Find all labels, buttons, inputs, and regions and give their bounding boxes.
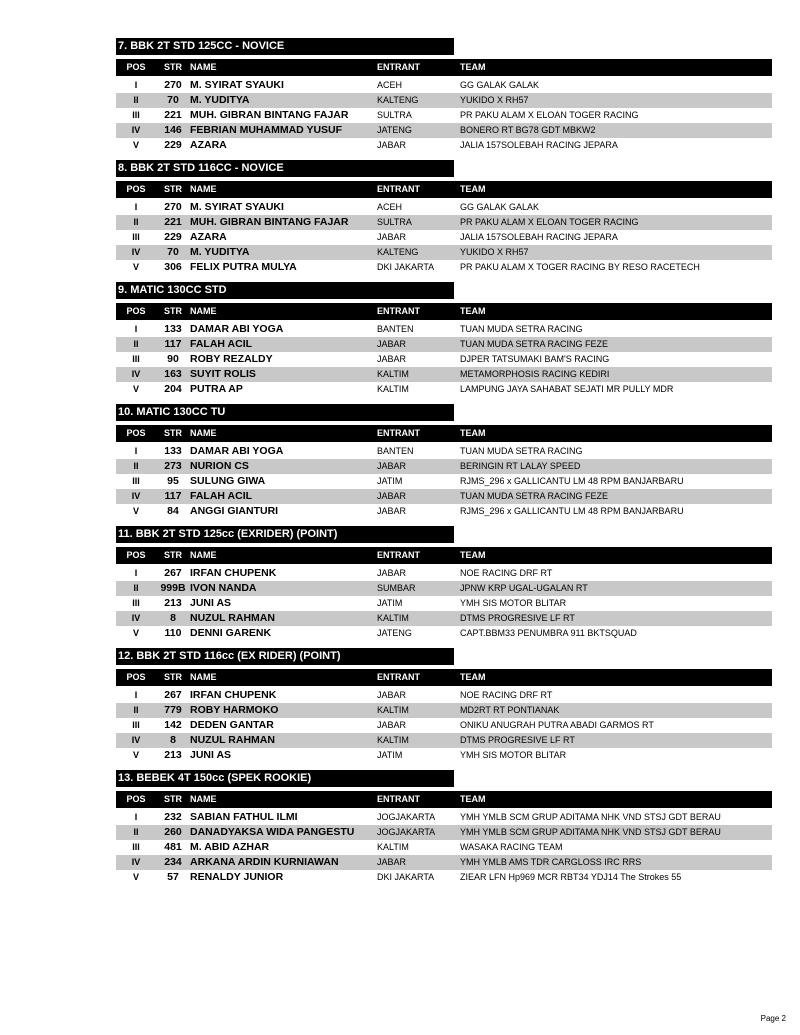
cell-str: 779 <box>164 704 182 716</box>
table-body <box>116 444 772 519</box>
cell-team: YMH YMLB SCM GRUP ADITAMA NHK VND STSJ GDT BERAU <box>460 827 721 837</box>
cell-name: IVON NANDA <box>190 582 257 594</box>
cell-str: 232 <box>164 811 182 823</box>
cell-entrant: JATIM <box>377 476 403 486</box>
table-body <box>116 566 772 641</box>
cell-str: 110 <box>164 627 182 639</box>
cell-name: FEBRIAN MUHAMMAD YUSUF <box>190 124 343 136</box>
table-row <box>116 245 772 260</box>
cell-team: BONERO RT BG78 GDT MBKW2 <box>460 125 596 135</box>
cell-entrant: KALTIM <box>377 735 409 745</box>
cell-pos: II <box>133 705 139 715</box>
cell-str: 234 <box>164 856 182 868</box>
cell-team: ONIKU ANUGRAH PUTRA ABADI GARMOS RT <box>460 720 654 730</box>
cell-str: 229 <box>164 139 182 151</box>
cell-entrant: JATENG <box>377 628 412 638</box>
cell-team: JALIA 157SOLEBAH RACING JEPARA <box>460 140 618 150</box>
cell-team: YMH SIS MOTOR BLITAR <box>460 598 567 608</box>
cell-pos: IV <box>131 613 141 623</box>
cell-str: 229 <box>164 231 182 243</box>
cell-team: GG GALAK GALAK <box>460 80 540 90</box>
cell-name: AZARA <box>190 231 227 243</box>
table-header <box>116 669 772 686</box>
table-row <box>116 504 772 519</box>
cell-pos: III <box>132 232 140 242</box>
header-name: NAME <box>190 306 217 316</box>
cell-str: 70 <box>167 246 179 258</box>
results-section <box>116 770 772 892</box>
cell-pos: III <box>132 720 140 730</box>
results-section <box>116 160 772 282</box>
table-row <box>116 260 772 275</box>
header-str: STR <box>164 306 182 316</box>
cell-entrant: ACEH <box>377 80 403 90</box>
cell-team: RJMS_296 x GALLICANTU LM 48 RPM BANJARBARU <box>460 476 684 486</box>
table-row <box>116 444 772 459</box>
cell-team: DTMS PROGRESIVE LF RT <box>460 613 575 623</box>
cell-str: 221 <box>164 109 182 121</box>
section-title: 10. MATIC 130CC TU <box>116 404 454 421</box>
header-name: NAME <box>190 184 217 194</box>
table-body <box>116 200 772 275</box>
table-row <box>116 215 772 230</box>
cell-team: PR PAKU ALAM X ELOAN TOGER RACING <box>460 110 639 120</box>
cell-team: WASAKA RACING TEAM <box>460 842 563 852</box>
cell-str: 260 <box>164 826 182 838</box>
cell-entrant: JABAR <box>377 506 407 516</box>
header-str: STR <box>164 672 182 682</box>
table-row <box>116 352 772 367</box>
cell-entrant: DKI JAKARTA <box>377 872 435 882</box>
cell-pos: III <box>132 354 140 364</box>
header-team: TEAM <box>460 428 486 438</box>
cell-team: TUAN MUDA SETRA RACING <box>460 324 583 334</box>
cell-name: AZARA <box>190 139 227 151</box>
section-title: 9. MATIC 130CC STD <box>116 282 454 299</box>
cell-team: RJMS_296 x GALLICANTU LM 48 RPM BANJARBARU <box>460 506 684 516</box>
cell-pos: I <box>134 812 138 822</box>
cell-name: M. YUDITYA <box>190 246 250 258</box>
cell-entrant: KALTIM <box>377 705 409 715</box>
section-title: 13. BEBEK 4T 150cc (SPEK ROOKIE) <box>116 770 454 787</box>
header-team: TEAM <box>460 184 486 194</box>
cell-entrant: ACEH <box>377 202 403 212</box>
cell-entrant: KALTENG <box>377 95 419 105</box>
header-pos: POS <box>126 62 146 72</box>
header-entrant: ENTRANT <box>377 184 420 194</box>
cell-str: 146 <box>164 124 182 136</box>
cell-str: 95 <box>167 475 179 487</box>
table-row <box>116 748 772 763</box>
cell-entrant: DKI JAKARTA <box>377 262 435 272</box>
header-team: TEAM <box>460 306 486 316</box>
cell-name: DENNI GARENK <box>190 627 272 639</box>
cell-str: 90 <box>167 353 179 365</box>
table-body <box>116 322 772 397</box>
header-team: TEAM <box>460 794 486 804</box>
cell-entrant: JABAR <box>377 232 407 242</box>
cell-entrant: JABAR <box>377 568 407 578</box>
cell-pos: II <box>133 217 139 227</box>
cell-name: M. YUDITYA <box>190 94 250 106</box>
header-team: TEAM <box>460 550 486 560</box>
cell-name: JUNI AS <box>190 597 232 609</box>
table-row <box>116 870 772 885</box>
table-row <box>116 93 772 108</box>
cell-entrant: KALTIM <box>377 369 409 379</box>
cell-str: 999B <box>160 582 186 594</box>
header-name: NAME <box>190 62 217 72</box>
cell-entrant: JABAR <box>377 857 407 867</box>
cell-name: MUH. GIBRAN BINTANG FAJAR <box>190 216 349 228</box>
cell-str: 267 <box>164 567 182 579</box>
header-team: TEAM <box>460 672 486 682</box>
header-entrant: ENTRANT <box>377 62 420 72</box>
cell-team: DTMS PROGRESIVE LF RT <box>460 735 575 745</box>
table-row <box>116 230 772 245</box>
section-title: 11. BBK 2T STD 125cc (EXRIDER) (POINT) <box>116 526 454 543</box>
cell-team: MD2RT RT PONTIANAK <box>460 705 560 715</box>
cell-str: 133 <box>164 323 182 335</box>
results-section <box>116 404 772 526</box>
cell-pos: V <box>132 628 139 638</box>
cell-entrant: JABAR <box>377 491 407 501</box>
results-section <box>116 282 772 404</box>
cell-entrant: JABAR <box>377 354 407 364</box>
page-number: Page 2 <box>760 1014 786 1023</box>
cell-name: IRFAN CHUPENK <box>190 567 277 579</box>
cell-team: DJPER TATSUMAKI BAM'S RACING <box>460 354 610 364</box>
table-body <box>116 688 772 763</box>
section-title: 12. BBK 2T STD 116cc (EX RIDER) (POINT) <box>116 648 454 665</box>
cell-name: NURION CS <box>190 460 249 472</box>
cell-pos: I <box>134 80 138 90</box>
cell-entrant: BANTEN <box>377 446 414 456</box>
cell-team: GG GALAK GALAK <box>460 202 540 212</box>
cell-pos: V <box>132 384 139 394</box>
cell-name: M. SYIRAT SYAUKI <box>190 201 284 213</box>
table-row <box>116 581 772 596</box>
table-row <box>116 382 772 397</box>
cell-name: M. ABID AZHAR <box>190 841 270 853</box>
table-row <box>116 855 772 870</box>
cell-entrant: JABAR <box>377 140 407 150</box>
cell-entrant: KALTIM <box>377 384 409 394</box>
section-title: 8. BBK 2T STD 116CC - NOVICE <box>116 160 454 177</box>
cell-name: DAMAR ABI YOGA <box>190 323 284 335</box>
cell-entrant: JABAR <box>377 461 407 471</box>
table-row <box>116 138 772 153</box>
header-pos: POS <box>126 428 146 438</box>
cell-name: SULUNG GIWA <box>190 475 266 487</box>
header-str: STR <box>164 184 182 194</box>
cell-entrant: KALTIM <box>377 613 409 623</box>
cell-str: 8 <box>170 612 176 624</box>
header-entrant: ENTRANT <box>377 306 420 316</box>
header-pos: POS <box>126 550 146 560</box>
header-name: NAME <box>190 550 217 560</box>
table-row <box>116 566 772 581</box>
table-body <box>116 810 772 885</box>
cell-team: TUAN MUDA SETRA RACING FEZE <box>460 491 609 501</box>
cell-str: 481 <box>164 841 182 853</box>
header-name: NAME <box>190 672 217 682</box>
cell-pos: III <box>132 476 140 486</box>
cell-str: 142 <box>164 719 182 731</box>
cell-str: 273 <box>164 460 182 472</box>
cell-str: 117 <box>164 490 182 502</box>
table-row <box>116 825 772 840</box>
header-name: NAME <box>190 794 217 804</box>
cell-entrant: JOGJAKARTA <box>377 827 436 837</box>
cell-pos: III <box>132 842 140 852</box>
cell-team: METAMORPHOSIS RACING KEDIRI <box>460 369 610 379</box>
table-header <box>116 181 772 198</box>
cell-team: YMH YMLB AMS TDR CARGLOSS IRC RRS <box>460 857 642 867</box>
cell-entrant: JOGJAKARTA <box>377 812 436 822</box>
cell-team: YMH SIS MOTOR BLITAR <box>460 750 567 760</box>
table-row <box>116 367 772 382</box>
section-title: 7. BBK 2T STD 125CC - NOVICE <box>116 38 454 55</box>
header-str: STR <box>164 62 182 72</box>
cell-pos: IV <box>131 125 141 135</box>
cell-team: JALIA 157SOLEBAH RACING JEPARA <box>460 232 618 242</box>
table-row <box>116 123 772 138</box>
header-pos: POS <box>126 794 146 804</box>
results-section <box>116 526 772 648</box>
results-document <box>116 38 772 892</box>
cell-entrant: JABAR <box>377 339 407 349</box>
cell-team: BERINGIN RT LALAY SPEED <box>460 461 581 471</box>
cell-entrant: SUMBAR <box>377 583 416 593</box>
table-body <box>116 78 772 153</box>
cell-entrant: JATIM <box>377 750 403 760</box>
cell-str: 163 <box>164 368 182 380</box>
cell-name: ROBY HARMOKO <box>190 704 279 716</box>
cell-team: YMH YMLB SCM GRUP ADITAMA NHK VND STSJ GDT BERAU <box>460 812 721 822</box>
cell-str: 267 <box>164 689 182 701</box>
table-row <box>116 703 772 718</box>
cell-str: 221 <box>164 216 182 228</box>
header-pos: POS <box>126 184 146 194</box>
cell-entrant: KALTENG <box>377 247 419 257</box>
header-pos: POS <box>126 306 146 316</box>
cell-name: IRFAN CHUPENK <box>190 689 277 701</box>
header-entrant: ENTRANT <box>377 550 420 560</box>
cell-name: RENALDY JUNIOR <box>190 871 284 883</box>
table-row <box>116 626 772 641</box>
cell-name: SUYIT ROLIS <box>190 368 256 380</box>
cell-pos: I <box>134 324 138 334</box>
cell-str: 133 <box>164 445 182 457</box>
cell-str: 84 <box>167 505 179 517</box>
cell-pos: II <box>133 339 139 349</box>
cell-team: TUAN MUDA SETRA RACING FEZE <box>460 339 609 349</box>
cell-pos: II <box>133 461 139 471</box>
table-row <box>116 322 772 337</box>
cell-pos: IV <box>131 735 141 745</box>
cell-team: NOE RACING DRF RT <box>460 690 553 700</box>
cell-entrant: SULTRA <box>377 217 412 227</box>
results-section <box>116 648 772 770</box>
cell-str: 117 <box>164 338 182 350</box>
cell-pos: I <box>134 446 138 456</box>
cell-str: 204 <box>164 383 182 395</box>
cell-name: JUNI AS <box>190 749 232 761</box>
cell-str: 8 <box>170 734 176 746</box>
table-row <box>116 596 772 611</box>
cell-name: FELIX PUTRA MULYA <box>190 261 297 273</box>
cell-pos: V <box>132 750 139 760</box>
table-row <box>116 718 772 733</box>
cell-str: 270 <box>164 79 182 91</box>
cell-team: PR PAKU ALAM X TOGER RACING BY RESO RACETECH <box>460 262 700 272</box>
cell-pos: V <box>132 506 139 516</box>
cell-pos: V <box>132 872 139 882</box>
cell-name: M. SYIRAT SYAUKI <box>190 79 284 91</box>
cell-team: PR PAKU ALAM X ELOAN TOGER RACING <box>460 217 639 227</box>
table-header <box>116 425 772 442</box>
cell-name: SABIAN FATHUL ILMI <box>190 811 298 823</box>
cell-pos: III <box>132 110 140 120</box>
cell-str: 270 <box>164 201 182 213</box>
table-row <box>116 337 772 352</box>
cell-entrant: JATENG <box>377 125 412 135</box>
cell-pos: IV <box>131 247 141 257</box>
cell-pos: V <box>132 140 139 150</box>
cell-name: ROBY REZALDY <box>190 353 273 365</box>
table-header <box>116 59 772 76</box>
table-row <box>116 474 772 489</box>
table-row <box>116 840 772 855</box>
header-entrant: ENTRANT <box>377 428 420 438</box>
cell-entrant: JATIM <box>377 598 403 608</box>
table-row <box>116 489 772 504</box>
cell-pos: IV <box>131 369 141 379</box>
cell-team: NOE RACING DRF RT <box>460 568 553 578</box>
cell-name: MUH. GIBRAN BINTANG FAJAR <box>190 109 349 121</box>
header-str: STR <box>164 428 182 438</box>
cell-name: DANADYAKSA WIDA PANGESTU <box>190 826 355 838</box>
cell-name: DEDEN GANTAR <box>190 719 274 731</box>
cell-entrant: KALTIM <box>377 842 409 852</box>
cell-name: ANGGI GIANTURI <box>190 505 279 517</box>
table-row <box>116 810 772 825</box>
header-entrant: ENTRANT <box>377 794 420 804</box>
cell-team: CAPT.BBM33 PENUMBRA 911 BKTSQUAD <box>460 628 637 638</box>
table-row <box>116 200 772 215</box>
header-name: NAME <box>190 428 217 438</box>
cell-entrant: BANTEN <box>377 324 414 334</box>
cell-str: 213 <box>164 749 182 761</box>
header-str: STR <box>164 794 182 804</box>
cell-entrant: JABAR <box>377 720 407 730</box>
table-row <box>116 688 772 703</box>
cell-str: 213 <box>164 597 182 609</box>
cell-str: 306 <box>164 261 182 273</box>
results-section <box>116 38 772 160</box>
table-row <box>116 459 772 474</box>
cell-pos: IV <box>131 857 141 867</box>
cell-pos: II <box>133 583 139 593</box>
header-str: STR <box>164 550 182 560</box>
cell-team: ZIEAR LFN Hp969 MCR RBT34 YDJ14 The Strokes 55 <box>460 872 682 882</box>
table-row <box>116 733 772 748</box>
cell-name: FALAH ACIL <box>190 490 253 502</box>
cell-team: YUKIDO X RH57 <box>460 95 529 105</box>
cell-pos: III <box>132 598 140 608</box>
cell-pos: I <box>134 202 138 212</box>
table-header <box>116 547 772 564</box>
cell-name: FALAH ACIL <box>190 338 253 350</box>
cell-team: JPNW KRP UGAL-UGALAN RT <box>460 583 588 593</box>
cell-pos: I <box>134 568 138 578</box>
cell-pos: IV <box>131 491 141 501</box>
header-team: TEAM <box>460 62 486 72</box>
table-row <box>116 611 772 626</box>
cell-name: NUZUL RAHMAN <box>190 734 275 746</box>
cell-name: DAMAR ABI YOGA <box>190 445 284 457</box>
cell-entrant: JABAR <box>377 690 407 700</box>
cell-pos: II <box>133 95 139 105</box>
cell-pos: II <box>133 827 139 837</box>
cell-pos: I <box>134 690 138 700</box>
table-row <box>116 78 772 93</box>
header-pos: POS <box>126 672 146 682</box>
cell-name: ARKANA ARDIN KURNIAWAN <box>190 856 339 868</box>
table-header <box>116 791 772 808</box>
cell-str: 57 <box>167 871 179 883</box>
table-row <box>116 108 772 123</box>
cell-name: NUZUL RAHMAN <box>190 612 275 624</box>
cell-entrant: SULTRA <box>377 110 412 120</box>
cell-str: 70 <box>167 94 179 106</box>
header-entrant: ENTRANT <box>377 672 420 682</box>
cell-pos: V <box>132 262 139 272</box>
cell-name: PUTRA AP <box>190 383 243 395</box>
cell-team: YUKIDO X RH57 <box>460 247 529 257</box>
cell-team: TUAN MUDA SETRA RACING <box>460 446 583 456</box>
cell-team: LAMPUNG JAYA SAHABAT SEJATI MR PULLY MDR <box>460 384 674 394</box>
table-header <box>116 303 772 320</box>
